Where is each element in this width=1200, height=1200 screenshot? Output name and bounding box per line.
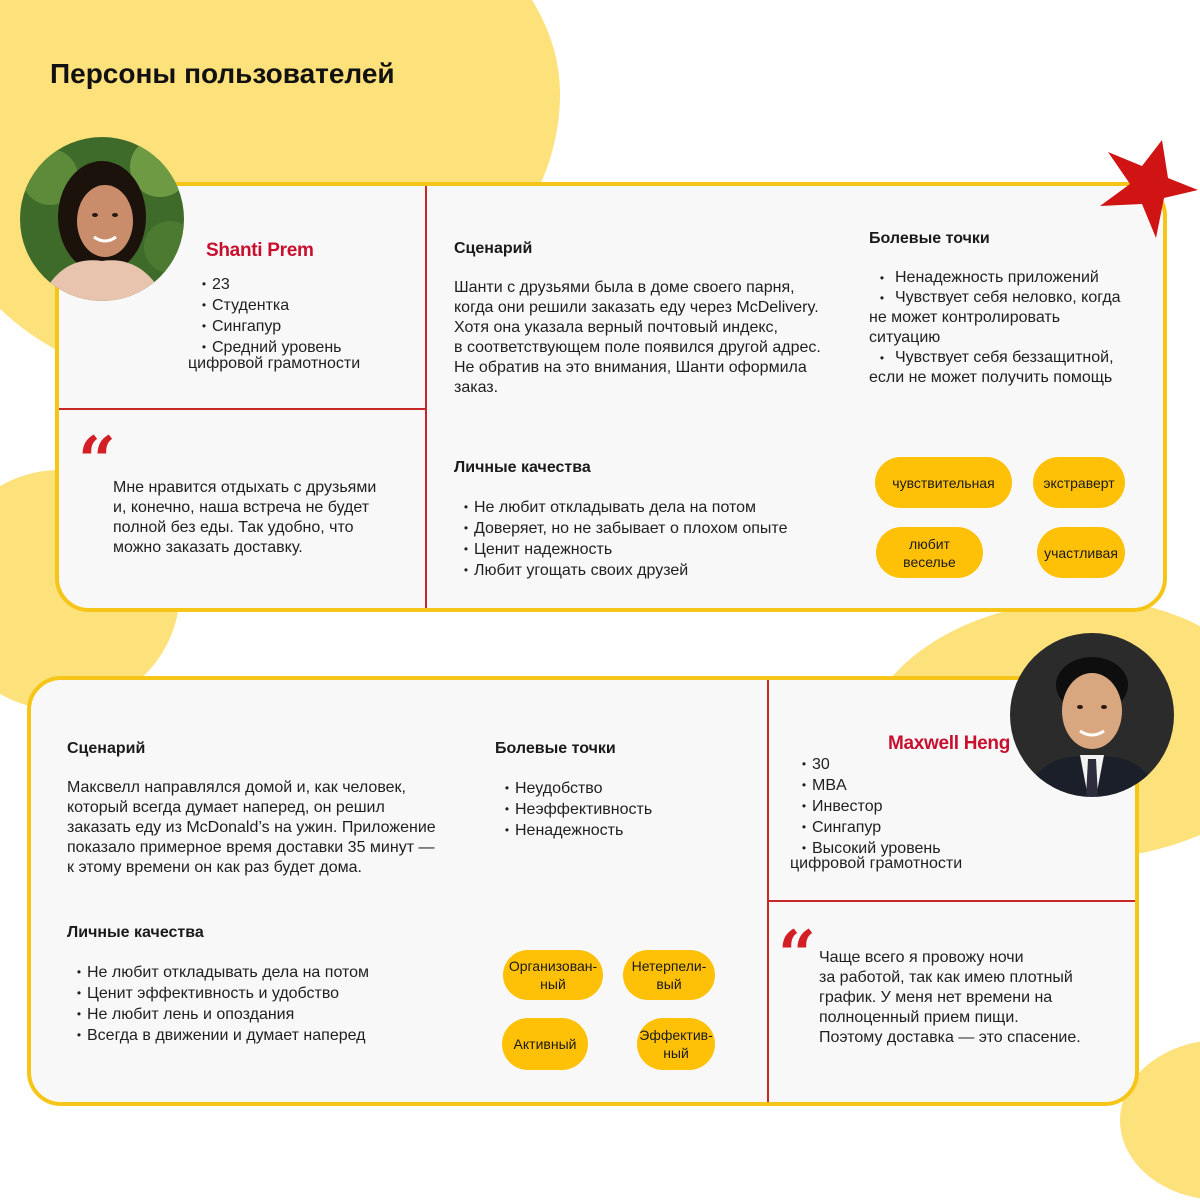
list-item: • Неэффективность xyxy=(499,799,652,820)
pain-points-list: • Ненадежность приложений • Чувствует себя неловко, когда не может контролировать ситуацию • Чувствует себя беззащитной, если не может получить помощь xyxy=(869,269,1121,386)
list-item: • 30 xyxy=(796,754,941,775)
list-item: • MBA xyxy=(796,775,941,796)
pain-points-heading: Болевые точки xyxy=(495,740,616,757)
trait-chip: чувствительная xyxy=(875,457,1012,508)
list-item: • Инвестор xyxy=(796,796,941,817)
list-item: • Не любит откладывать дела на потом xyxy=(458,497,787,518)
trait-chip: Нетерпели- вый xyxy=(623,950,715,1000)
quote-icon: “ xyxy=(78,422,116,500)
facts-wrap: цифровой грамотности xyxy=(790,855,963,872)
list-item: • Ненадежность xyxy=(499,820,652,841)
star-icon xyxy=(1090,134,1200,244)
scenario-text: Максвелл направлялся домой и, как человек, который всегда думает наперед, он решил заказать еду из McDonald’s на ужин. Приложение показало примерное время доставки 35 минут — к этому времени он как раз будет дома. xyxy=(67,779,436,876)
divider xyxy=(769,900,1135,902)
traits-heading: Личные качества xyxy=(454,459,591,476)
list-item: • Неудобство xyxy=(499,778,652,799)
persona-name: Shanti Prem xyxy=(206,240,314,261)
list-item: • Не любит лень и опоздания xyxy=(71,1004,369,1025)
pain-points-list xyxy=(499,778,652,841)
page-title: Персоны пользователей xyxy=(50,58,395,89)
persona-name: Maxwell Heng xyxy=(888,733,1011,754)
list-item: • Ценит эффективность и удобство xyxy=(71,983,369,1004)
traits-list xyxy=(71,962,369,1046)
scenario-heading: Сценарий xyxy=(67,740,146,757)
divider xyxy=(767,680,769,1102)
facts-wrap: цифровой грамотности xyxy=(188,355,361,372)
divider xyxy=(425,186,427,608)
avatar xyxy=(1010,633,1174,797)
divider xyxy=(59,408,425,410)
scenario-heading: Сценарий xyxy=(454,240,533,257)
traits-heading: Личные качества xyxy=(67,924,204,941)
list-item: • Не любит откладывать дела на потом xyxy=(71,962,369,983)
list-item: • Сингапур xyxy=(796,817,941,838)
list-item: • Сингапур xyxy=(196,316,342,337)
list-item: • Студентка xyxy=(196,295,342,316)
scenario-text: Шанти с друзьями была в доме своего парня, когда они решили заказать еду через McDelivery. Хотя она указала верный почтовый индекс, в соответствующем поле появился другой адрес. Не обратив на это внимания, Шанти оформила заказ. xyxy=(454,279,821,396)
avatar xyxy=(20,137,184,301)
persona-quote: Чаще всего я провожу ночи за работой, так как имею плотный график. У меня нет времени на полноценный прием пищи. Поэтому доставка — это спасение. xyxy=(819,949,1081,1046)
trait-chip: экстраверт xyxy=(1033,457,1125,508)
list-item: • Высокий уровень xyxy=(796,838,941,859)
list-item: • Ценит надежность xyxy=(458,539,787,560)
list-item: • Любит угощать своих друзей xyxy=(458,560,787,581)
trait-chip: любит веселье xyxy=(876,527,983,578)
persona-quote: Мне нравится отдыхать с друзьями и, конечно, наша встреча не будет полной без еды. Так удобно, что можно заказать доставку. xyxy=(113,479,377,556)
list-item: • Всегда в движении и думает наперед xyxy=(71,1025,369,1046)
pain-points-heading: Болевые точки xyxy=(869,230,990,247)
quote-icon: “ xyxy=(778,916,816,994)
trait-chip: участливая xyxy=(1037,527,1125,578)
list-item: • 23 xyxy=(196,274,342,295)
traits-list xyxy=(458,497,787,581)
list-item: • Доверяет, но не забывает о плохом опыте xyxy=(458,518,787,539)
persona-facts xyxy=(196,274,342,358)
persona-facts xyxy=(796,754,941,859)
trait-chip: Активный xyxy=(502,1018,588,1070)
list-item: • Средний уровень xyxy=(196,337,342,358)
trait-chip: Эффектив- ный xyxy=(637,1018,715,1070)
trait-chip: Организован- ный xyxy=(503,950,603,1000)
